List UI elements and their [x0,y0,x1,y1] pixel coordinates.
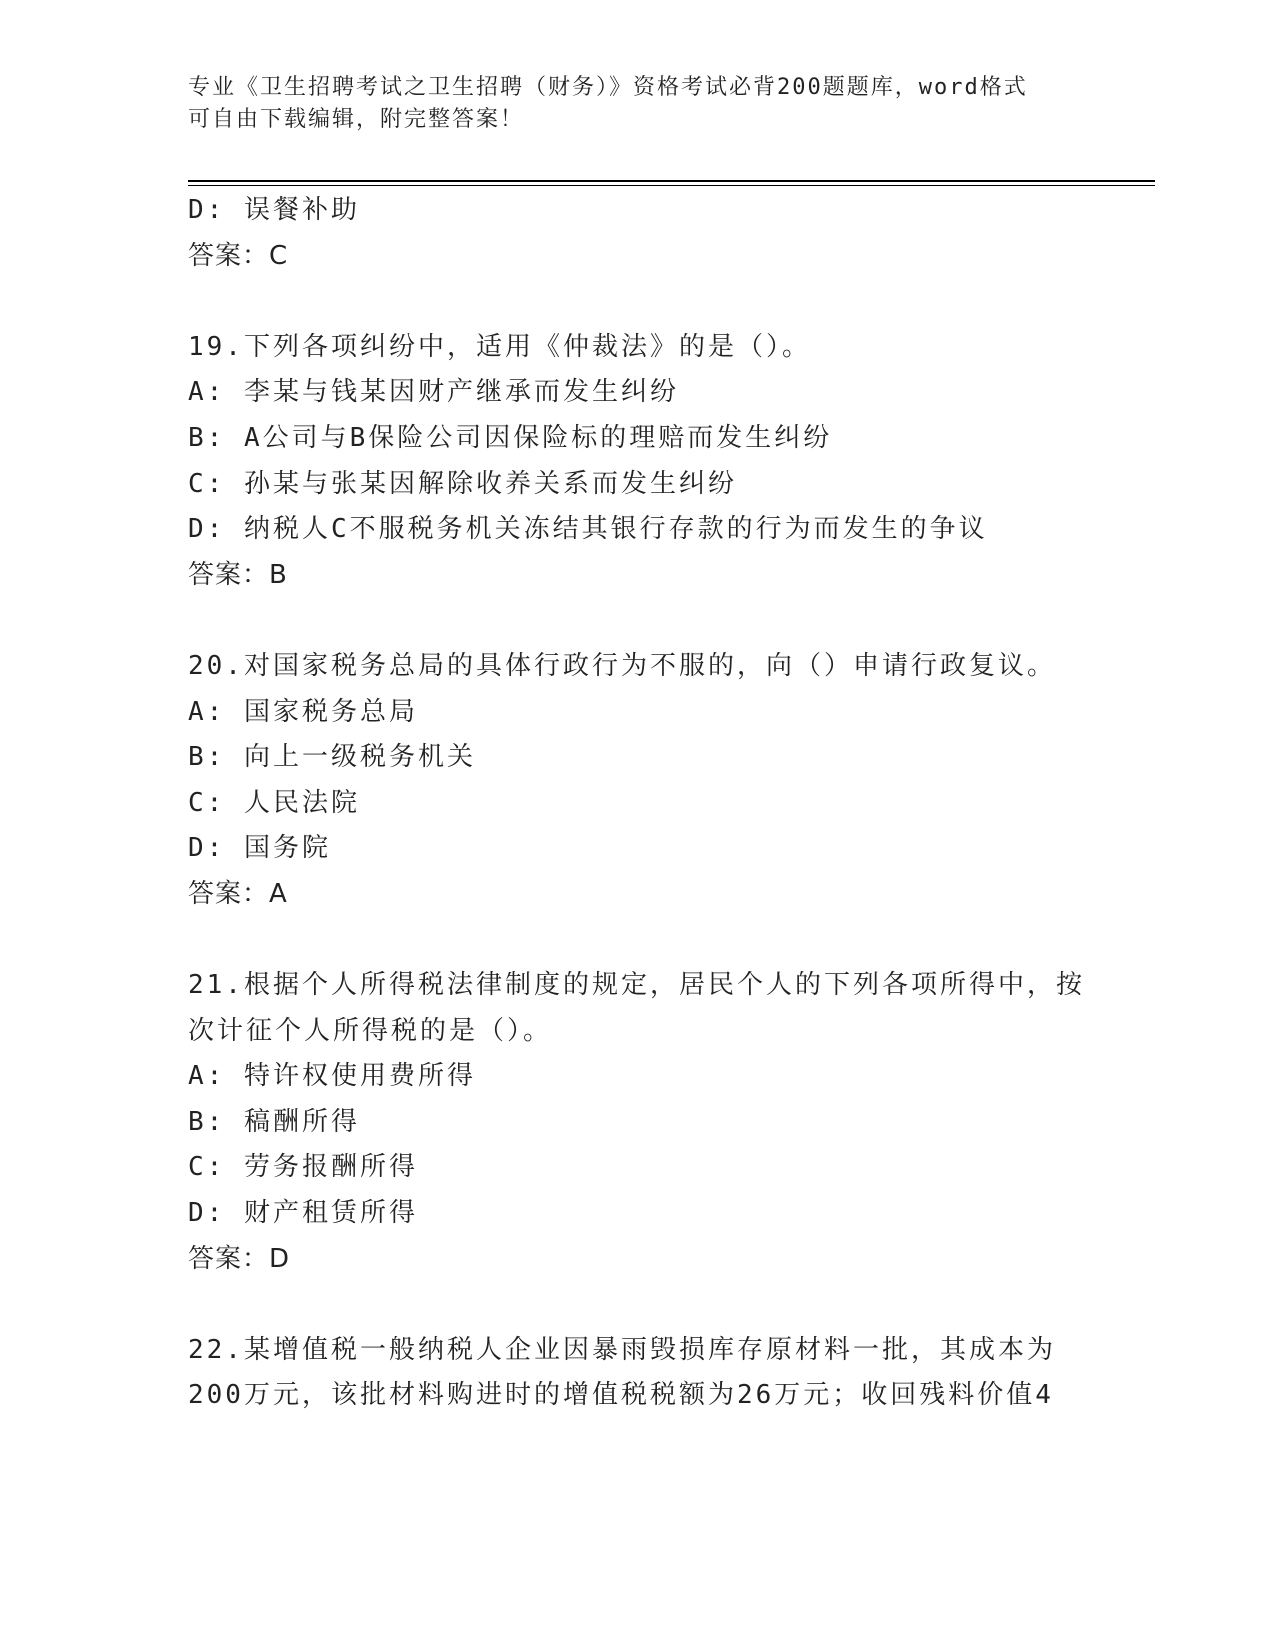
question-text: 21.根据个人所得税法律制度的规定，居民个人的下列各项所得中，按 [188,970,1085,1001]
option-d: D: 国务院 [188,833,331,864]
option-c: C: 孙某与张某因解除收养关系而发生纠纷 [188,468,737,499]
option-b: B: A公司与B保险公司因保险标的理赔而发生纠纷 [188,422,833,453]
previous-question-tail [188,188,1088,279]
header-divider-thin [188,185,1155,186]
question-text: 22.某增值税一般纳税人企业因暴雨毁损库存原材料一批，其成本为 [188,1334,1056,1365]
answer-line: 答案：B [188,559,288,590]
question-text-continued: 次计征个人所得税的是（）。 [188,1015,553,1046]
spacer [188,279,1088,325]
question-content [188,188,1088,1419]
document-header [188,72,1088,136]
answer-line: 答案：D [188,1243,291,1274]
question-text: 19.下列各项纠纷中，适用《仲裁法》的是（）。 [188,331,811,362]
question-22 [188,1328,1088,1419]
option-a: A: 李某与钱某因财产继承而发生纠纷 [188,377,679,408]
option-d: D: 财产租赁所得 [188,1198,418,1229]
answer-line: 答案：C [188,240,289,271]
option-a: A: 特许权使用费所得 [188,1061,476,1092]
question-text: 20.对国家税务总局的具体行政行为不服的，向（）申请行政复议。 [188,650,1056,681]
spacer [188,1282,1088,1328]
question-21 [188,963,1088,1282]
header-divider-thick [188,180,1155,182]
option-b: B: 向上一级税务机关 [188,742,476,773]
answer-line: 答案：A [188,878,288,909]
spacer [188,598,1088,644]
question-20 [188,644,1088,918]
option-d: D: 纳税人C不服税务机关冻结其银行存款的行为而发生的争议 [188,514,988,545]
option-c: C: 劳务报酬所得 [188,1152,418,1183]
option-c: C: 人民法院 [188,787,360,818]
question-19 [188,325,1088,599]
header-line-2: 可自由下载编辑，附完整答案！ [188,107,525,132]
option-a: A: 国家税务总局 [188,696,418,727]
option-d: D: 误餐补助 [188,195,360,225]
spacer [188,918,1088,964]
header-line-1: 专业《卫生招聘考试之卫生招聘（财务）》资格考试必背200题题库，word格式 [188,75,1028,100]
question-text-continued: 200万元，该批材料购进时的增值税税额为26万元；收回残料价值4 [188,1380,1054,1411]
option-b: B: 稿酬所得 [188,1106,360,1137]
